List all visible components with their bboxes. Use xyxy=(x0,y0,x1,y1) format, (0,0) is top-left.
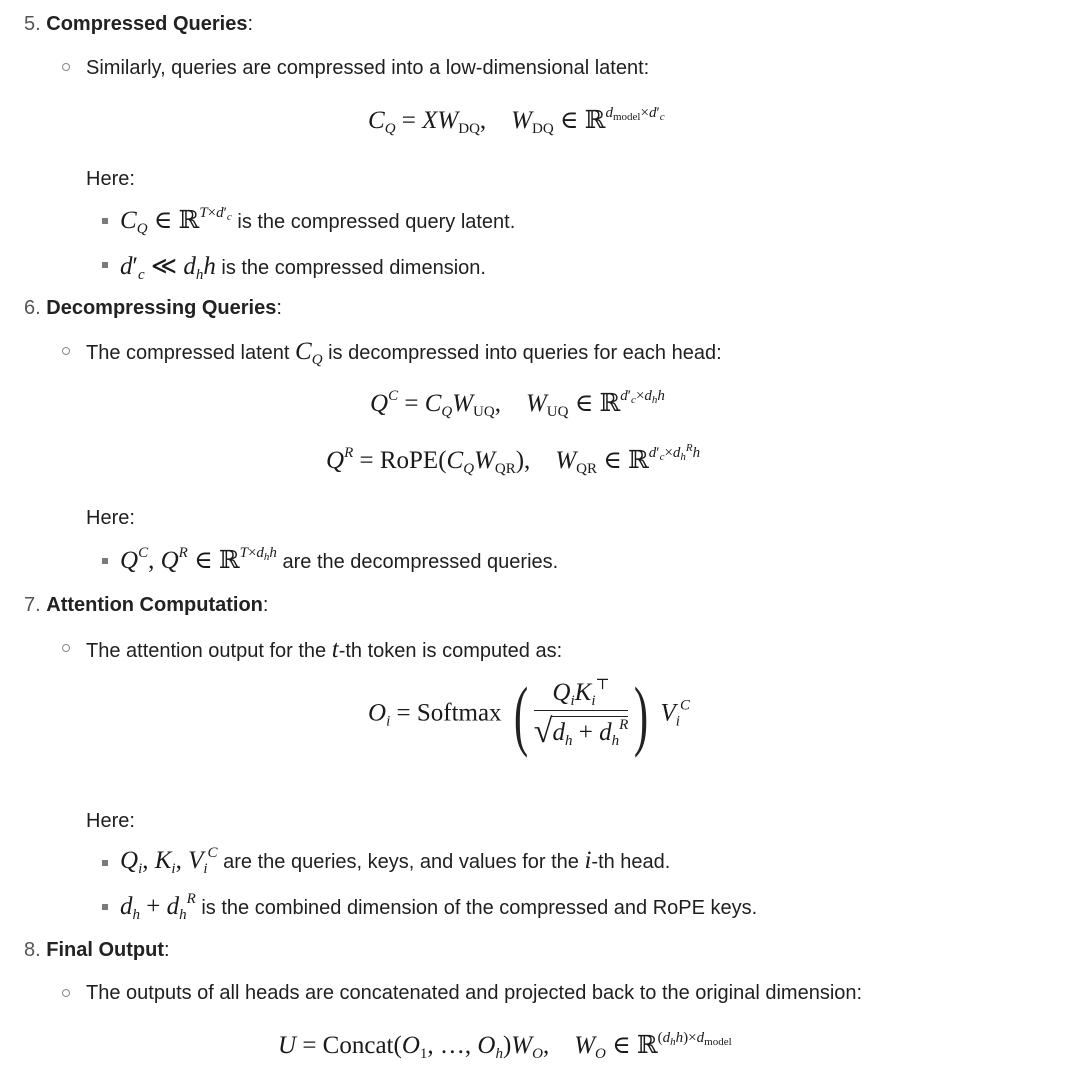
math-label: RoPE xyxy=(379,447,439,474)
section-title: Attention Computation xyxy=(46,594,263,616)
equation-attention: $O_i$ = Softmax ( $\frac{Q_iK_i^⊤}{√d_h + d_h^R}$ ) $V_i^C$ xyxy=(368,671,690,758)
math-label: model xyxy=(704,1036,732,1048)
square-bullet-icon xyxy=(102,558,108,564)
section-7-item-1: $Q_i$, $K_i$, $V_i^C$ are the queries, keys, and values for the i-th head. xyxy=(120,845,671,877)
math-label: QR xyxy=(494,461,516,477)
math-label: UQ xyxy=(546,404,569,420)
hollow-bullet-icon xyxy=(62,347,70,355)
section-7-here: Here: xyxy=(86,810,135,832)
section-title: Compressed Queries xyxy=(46,13,248,35)
section-6-here: Here: xyxy=(86,507,135,529)
bullet-text: is decompressed into queries for each head: xyxy=(328,342,722,364)
hollow-bullet-icon xyxy=(62,644,70,652)
section-7-item-2: $d_h + d_h^R$ is the combined dimension of the compressed and RoPE keys. xyxy=(120,891,758,923)
section-5-here: Here: xyxy=(86,168,135,190)
math-label: Softmax xyxy=(416,699,502,727)
bullet-text: The attention output for the xyxy=(86,640,327,662)
list-number: 6. xyxy=(24,297,41,319)
colon: : xyxy=(276,297,282,319)
colon: : xyxy=(164,939,170,961)
square-bullet-icon xyxy=(102,262,108,268)
item-text: is the compressed dimension. xyxy=(221,257,486,279)
hollow-bullet-icon xyxy=(62,63,70,71)
section-8-bullet: The outputs of all heads are concatenated and projected back to the original dimension: xyxy=(86,982,863,1004)
math-label: model xyxy=(612,111,641,123)
section-8-heading xyxy=(24,939,170,962)
math-label: Concat xyxy=(322,1032,394,1059)
math-label: UQ xyxy=(473,404,495,420)
hollow-bullet-icon xyxy=(62,989,70,997)
square-bullet-icon xyxy=(102,860,108,866)
list-number: 5. xyxy=(24,13,41,35)
item-text: -th head. xyxy=(591,851,671,873)
item-text: are the queries, keys, and values for the xyxy=(223,851,579,873)
list-number: 7. xyxy=(24,594,41,616)
section-7-bullet: The attention output for the t-th token is computed as: xyxy=(86,636,563,663)
section-5-bullet: Similarly, queries are compressed into a low-dimensional latent: xyxy=(86,57,650,79)
section-5-heading xyxy=(24,13,253,36)
math-label: QR xyxy=(576,461,597,477)
equation-decompress-qr: $Q^R$ = $RoPE(C_QW_{QR})$, $W_{QR}$ ∈ ℝ$^{d'_c\times d_h^Rh}$ xyxy=(326,442,701,477)
equation-decompress-qc: $Q^C = C_QW_{UQ}$, $W_{UQ}$ ∈ ℝ$^{d'_c\times d_hh}$ xyxy=(370,388,665,420)
item-text: are the decompressed queries. xyxy=(282,551,559,573)
section-6-heading xyxy=(24,297,282,320)
equation-compressed-query: $C_Q = XW_{DQ}$, $W_{DQ}$ ∈ ℝ$^{d_{model}\times d'_c}$ xyxy=(368,105,665,137)
section-title: Decompressing Queries xyxy=(46,297,277,319)
section-6-item-1: $Q^C$, $Q^R$ ∈ ℝ$^{T\times d_hh}$ are the decompressed queries. xyxy=(120,545,559,574)
square-bullet-icon xyxy=(102,904,108,910)
colon: : xyxy=(262,594,269,616)
item-text: is the compressed query latent. xyxy=(237,211,516,233)
math-label: DQ xyxy=(532,121,554,137)
list-number: 8. xyxy=(24,939,41,961)
section-5-item-2: $d'_c$ ≪ $d_hh$ is the compressed dimension. xyxy=(120,253,486,283)
equation-final-output: $U = Concat(O_1$, …, $O_h)W_O$, $W_O$ ∈ ℝ$^{(d_hh)\times d_{model}}$ xyxy=(278,1030,732,1062)
section-7-heading xyxy=(24,594,268,617)
square-bullet-icon xyxy=(102,218,108,224)
colon: : xyxy=(247,13,254,35)
bullet-text: -th token is computed as: xyxy=(338,640,563,662)
section-6-bullet: The compressed latent $C_Q$ is decompressed into queries for each head: xyxy=(86,338,722,368)
item-text: is the combined dimension of the compressed and RoPE keys. xyxy=(201,897,758,919)
bullet-text: The compressed latent xyxy=(86,342,290,364)
section-5-item-1: $C_Q$ ∈ ℝ$^{T\times d'_c}$ is the compressed query latent. xyxy=(120,205,516,237)
section-title: Final Output xyxy=(46,939,165,961)
math-label: DQ xyxy=(458,121,480,137)
